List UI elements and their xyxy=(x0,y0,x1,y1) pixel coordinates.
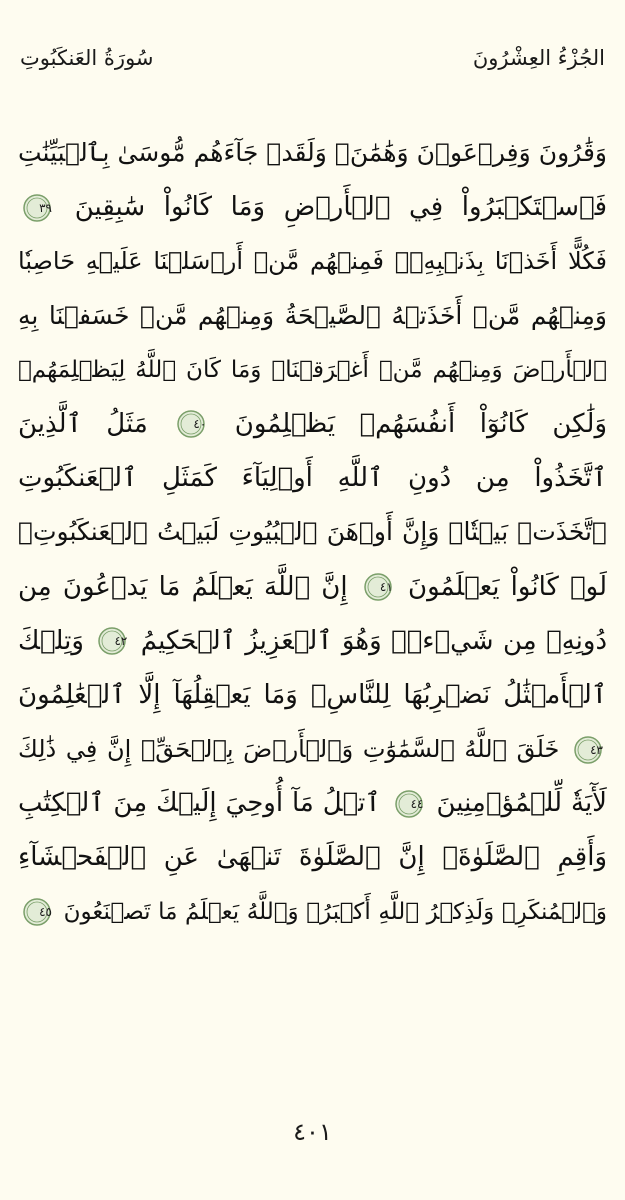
verse-text: وَمِنۡهُم مَّنۡ أَخَذَتۡهُ ٱلصَّيۡحَةُ وَمِنۡهُم مَّنۡ خَسَفۡنَا بِهِ xyxy=(18,300,607,330)
verse-line xyxy=(18,885,607,939)
verse-text: ٱلۡأَمۡثَٰلُ نَضۡرِبُهَا لِلنَّاسِۖ وَمَا يَعۡقِلُهَآ إِلَّا ٱلۡعَٰلِمُونَ xyxy=(18,679,607,710)
ayah-number-marker xyxy=(573,735,603,765)
verse-line xyxy=(18,397,607,451)
verse-text: مَثَلُ ٱلَّذِينَ xyxy=(18,408,148,439)
verse-line xyxy=(18,126,607,180)
verse-text: وَقَٰرُونَ وَفِرۡعَوۡنَ وَهَٰمَٰنَۖ وَلَقَدۡ جَآءَهُم مُّوسَىٰ بِٱلۡبَيِّنَٰتِ xyxy=(18,138,607,167)
verse-text: فَكُلًّا أَخَذۡنَا بِذَنۢبِهِۦۖ فَمِنۡهُم مَّنۡ أَرۡسَلۡنَا عَلَيۡهِ حَاصِبٗا xyxy=(18,247,607,276)
page-number: ٤٠١ xyxy=(293,1118,332,1146)
page-header xyxy=(20,38,605,78)
verse-line xyxy=(18,722,607,776)
verse-line xyxy=(18,505,607,559)
verse-text: ٱتَّخَذَتۡ بَيۡتٗاۖ وَإِنَّ أَوۡهَنَ ٱلۡبُيُوتِ لَبَيۡتُ ٱلۡعَنكَبُوتِۚ xyxy=(18,517,607,547)
ayah-number-marker xyxy=(363,572,393,602)
verse-text: ٱلۡأَرۡضَ وَمِنۡهُم مَّنۡ أَغۡرَقۡنَاۚ وَمَا كَانَ ٱللَّهُ لِيَظۡلِمَهُمۡ xyxy=(18,356,607,383)
verse-text: خَلَقَ ٱللَّهُ ٱلسَّمَٰوَٰتِ وَٱلۡأَرۡضَ بِٱلۡحَقِّۚ إِنَّ فِي ذَٰلِكَ xyxy=(18,735,560,764)
verse-text: لَوۡ كَانُواْ يَعۡلَمُونَ xyxy=(407,571,607,602)
verse-line xyxy=(18,180,607,234)
verse-text: لَأٓيَةٗ لِّلۡمُؤۡمِنِينَ xyxy=(436,788,607,819)
verse-line xyxy=(18,343,607,397)
ayah-number-marker xyxy=(97,626,127,656)
verse-line xyxy=(18,234,607,288)
verse-line xyxy=(18,614,607,668)
ayah-number-marker xyxy=(22,897,52,927)
ayah-number: ٣٩ xyxy=(39,200,52,215)
verse-text: إِنَّ ٱللَّهَ يَعۡلَمُ مَا يَدۡعُونَ مِن xyxy=(18,571,348,602)
verse-text: وَٱلۡمُنكَرِۗ وَلَذِكۡرُ ٱللَّهِ أَكۡبَرُۗ وَٱللَّهُ يَعۡلَمُ مَا تَصۡنَعُونَ xyxy=(63,898,607,925)
ayah-number: ٤٣ xyxy=(590,743,603,758)
surah-title: سُورَةُ العَنكَبُوتِ xyxy=(20,46,154,70)
verse-text: فَٱسۡتَكۡبَرُواْ فِي ٱلۡأَرۡضِ وَمَا كَانُواْ سَٰبِقِينَ xyxy=(74,192,607,223)
verse-line xyxy=(18,830,607,884)
ayah-number: ٤٤ xyxy=(410,796,424,811)
ayah-number-marker xyxy=(394,789,424,819)
verse-text: وَلَٰكِن كَانُوٓاْ أَنفُسَهُمۡ يَظۡلِمُونَ xyxy=(234,408,607,439)
ayah-number-marker xyxy=(22,193,52,223)
verse-text: ٱتَّخَذُواْ مِن دُونِ ٱللَّهِ أَوۡلِيَآءَ كَمَثَلِ ٱلۡعَنكَبُوتِ xyxy=(18,463,607,494)
verse-line xyxy=(18,451,607,505)
ayah-number-marker xyxy=(176,409,206,439)
verse-block xyxy=(18,126,607,939)
verse-text: ٱتۡلُ مَآ أُوحِيَ إِلَيۡكَ مِنَ ٱلۡكِتَٰبِ xyxy=(18,788,381,819)
verse-line xyxy=(18,560,607,614)
ayah-number: ٤١ xyxy=(379,580,393,594)
ayah-number: ٤٠ xyxy=(193,417,207,432)
juz-title: الجُزْءُ العِشْرُونَ xyxy=(472,46,605,70)
verse-line xyxy=(18,289,607,343)
verse-line xyxy=(18,776,607,830)
verse-line xyxy=(18,668,607,722)
ayah-number: ٤٢ xyxy=(114,634,128,649)
ayah-number: ٤٥ xyxy=(39,905,52,920)
verse-text: وَأَقِمِ ٱلصَّلَوٰةَۖ إِنَّ ٱلصَّلَوٰةَ تَنۡهَىٰ عَنِ ٱلۡفَحۡشَآءِ xyxy=(18,842,607,873)
verse-text: دُونِهِۦ مِن شَيۡءٖۚ وَهُوَ ٱلۡعَزِيزُ ٱلۡحَكِيمُ xyxy=(140,625,607,656)
verse-text: وَتِلۡكَ xyxy=(18,625,84,656)
